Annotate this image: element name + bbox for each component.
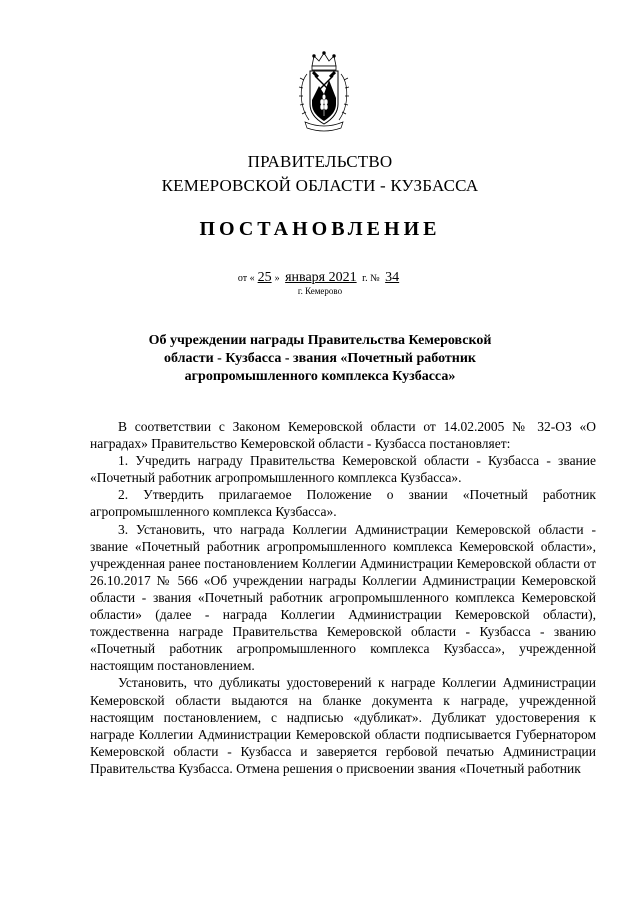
- city-label: г. Кемерово: [297, 286, 343, 296]
- government-title-line2: КЕМЕРОВСКОЙ ОБЛАСТИ - КУЗБАССА: [161, 176, 479, 195]
- body-paragraph-item-1: 1. Учредить награду Правительства Кемеровской области - Кузбасса - звание «Почетный работник агропромышленного комплекса Кузбасса».: [90, 453, 596, 486]
- body-paragraph-item-2: 2. Утвердить прилагаемое Положение о звании «Почетный работник агропромышленного комплекса Кузбасса».: [90, 487, 596, 520]
- body-paragraph-preamble: В соответствии с Законом Кемеровской области от 14.02.2005 № 32-ОЗ «О наградах» Правительство Кемеровской области - Кузбасса постановляет:: [90, 419, 596, 452]
- body-paragraph-duplicates: Установить, что дубликаты удостоверений к награде Коллегии Администрации Кемеровской области выдаются на бланке документа к награде, учрежденной настоящим постановлением, с надписью «дубликат». Дубликат удостоверения к награде Коллегии Администрации Кемеровской области подписывается Губернатором Кемеровской области - Кузбасса и заверяется гербовой печатью Администрации Правительства Кузбасса. Отмена решения о присвоении звания «Почетный работник: [90, 675, 596, 776]
- date-month-year: января 2021: [285, 270, 357, 285]
- heading-line: области - Кузбасса - звания «Почетный работник: [164, 351, 476, 366]
- coat-of-arms-emblem: [295, 50, 353, 132]
- document-type: ПОСТАНОВЛЕНИЕ: [199, 218, 441, 240]
- date-day: 25: [257, 270, 272, 285]
- document-heading: [120, 332, 520, 386]
- document-body: [90, 418, 596, 777]
- date-prefix: от «: [237, 273, 255, 284]
- heading-line: Об учреждении награды Правительства Кемеровской: [148, 333, 492, 348]
- heading-line: агропромышленного комплекса Кузбасса»: [184, 369, 456, 384]
- date-suffix: г. №: [362, 273, 380, 284]
- body-paragraph-item-3: 3. Установить, что награда Коллегии Администрации Кемеровской области - звание «Почетный работник агропромышленного комплекса Кемеровской области», учрежденная ранее постановлением Коллегии Администрации Кемеровской области от 26.10.2017 № 566 «Об учреждении награды Коллегии Администрации Кемеровской области - звания «Почетный работник агропромышленного комплекса Кемеровской области» (далее - награда Коллегии Администрации Кемеровской области), тождественна награде Правительства Кемеровской области - Кузбасса - званию «Почетный работник агропромышленного комплекса Кузбасса», учрежденной настоящим постановлением.: [90, 521, 596, 674]
- date-mid: »: [274, 273, 280, 284]
- government-title-line1: ПРАВИТЕЛЬСТВО: [247, 152, 393, 171]
- document-number: 34: [385, 270, 400, 285]
- date-line: [0, 270, 640, 286]
